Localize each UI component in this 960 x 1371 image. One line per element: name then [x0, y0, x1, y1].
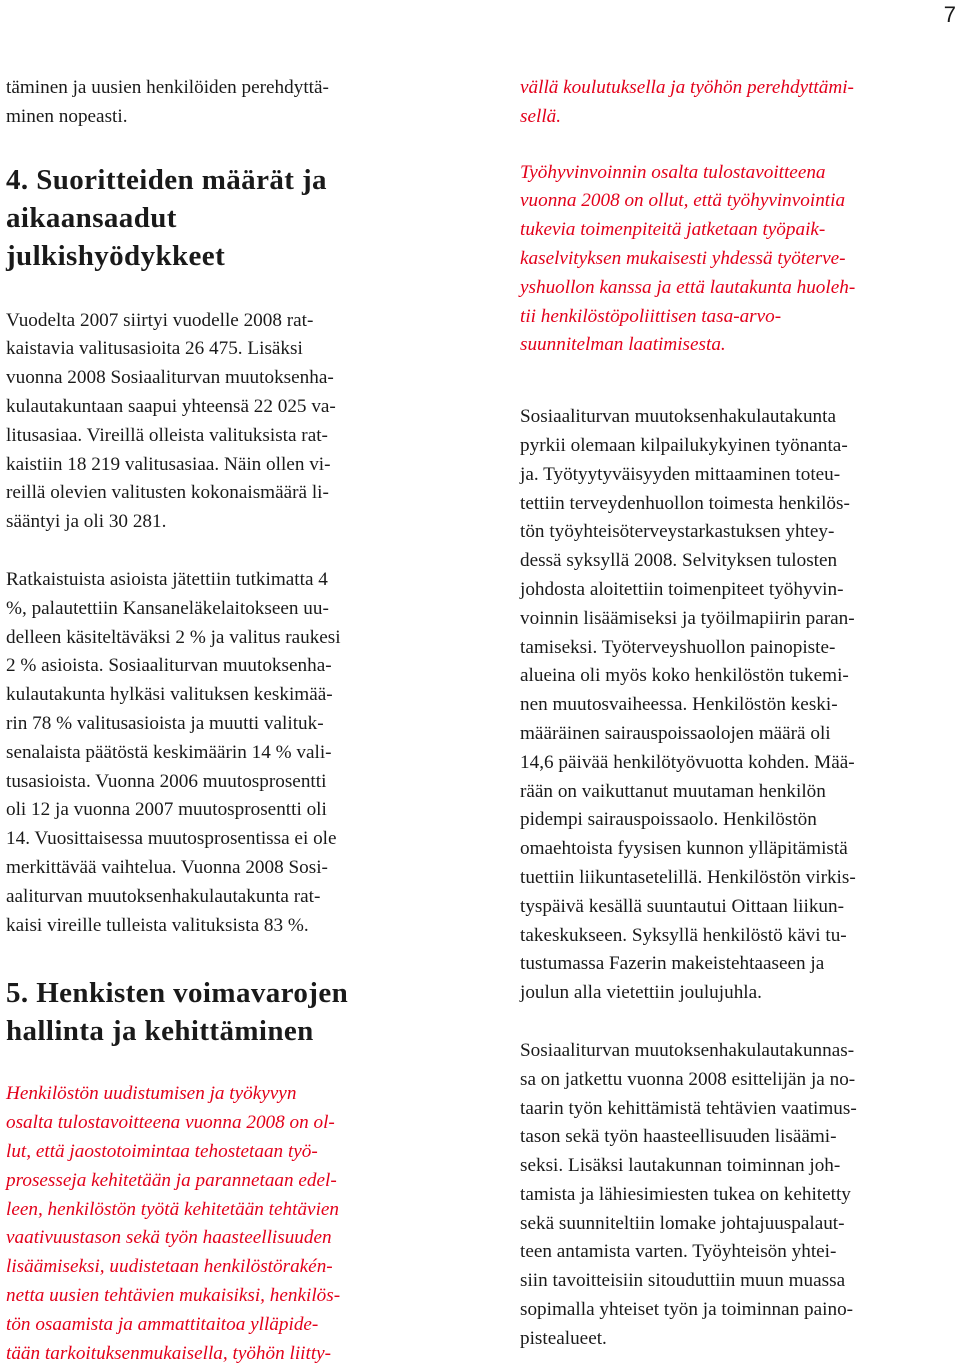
intro-paragraph: täminen ja uusien henkilöiden perehdyttä- minen nopeasti.	[6, 77, 329, 127]
wellbeing-goal-paragraph: Työhyvinvoinnin osalta tulostavoitteena vuonna 2008 on ollut, että työhyvinvointia tukevia toimenpiteitä jatketaan työpaik- kaselvityksen mukaisesti yhdessä työterve- yshuollon kanssa ja että lautakunta huoleh- tii henkilöstöpoliittisen tasa-arvo- suunnitelman laatimisesta.	[520, 161, 856, 356]
left-column	[6, 74, 454, 1368]
section-4-heading: 4. Suoritteiden määrät ja aikaansaadut julkishyödykkeet	[6, 163, 327, 272]
section-5-goal-continuation: vällä koulutuksella ja työhön perehdyttämi- sellä.	[520, 77, 854, 127]
section-4-paragraph-2: Ratkaistuista asioista jätettiin tutkimatta 4 %, palautettiin Kansaneläkelaitokseen uu- delleen käsiteltäväksi 2 % ja valitus raukesi 2 % asioista. Sosiaaliturvan muutoksenha- kulautakunta hylkäsi valituksen keskimää- rin 78 % valitusasioista ja muutti valituk- senalaista päätöstä keskimäärin 14 % vali- tusasioista. Vuonna 2006 muutosprosentti oli 12 ja vuonna 2007 muutosprosentti oli 14. Vuosittaisessa muutosprosentissa ei ole merkittävää vaihtelua. Vuonna 2008 Sosi- aaliturvan muutoksenhakulautakunta rat- kaisi vireille tulleista valituksista 83 %.	[6, 568, 341, 936]
page-number: 7	[943, 2, 956, 27]
section-5-goal-paragraph: Henkilöstön uudistumisen ja työkyvyn osalta tulostavoitteena vuonna 2008 on ol- lut, että jaostotoimintaa tehostetaan työ- prosesseja kehitetään ja parannetaan edel- leen, henkilöstön työtä kehitetään tehtävien vaativuustason sekä työn haasteellisuuden lisäämiseksi, uudistetaan henkilöstörakén- netta uusien tehtävien mukaisiksi, henkilös- tön osaamista ja ammattitaitoa ylläpide- tään tarkoituksenmukaisella, työhön liitty-	[6, 1083, 341, 1364]
right-column	[520, 74, 956, 1354]
section-5-heading: 5. Henkisten voimavarojen hallinta ja kehittäminen	[6, 977, 349, 1048]
development-paragraph: Sosiaaliturvan muutoksenhakulautakunnas- sa on jatkettu vuonna 2008 esittelijän ja no- taarin työn kehittämistä tehtävien vaatimus- tason sekä työn haasteellisuuden lisäämi- seksi. Lisäksi lautakunnan toiminnan joh- tamista ja lähiesimiesten tukea on kehitetty sekä suunniteltiin lomake johtajuuspalaut- teen antamista varten. Työyhteisön yhtei- siin tavoitteisiin sitouduttiin muun muassa sopimalla yhteiset työn ja toiminnan paino- pistealueet.	[520, 1039, 857, 1349]
employer-paragraph: Sosiaaliturvan muutoksenhakulautakunta pyrkii olemaan kilpailukykyinen työnanta- ja. Työtyytyväisyyden mittaaminen toteu- tettiin terveydenhuollon toimesta henkilös- tön työyhteisöterveystarkastuksen yhtey- dessä syksyllä 2008. Selvityksen tulosten johdosta aloitettiin toimenpiteet työhyvin- voinnin lisäämiseksi ja työilmapiirin paran- tamiseksi. Työterveyshuollon painopiste- alueina oli myös koko henkilöstön tukemi- nen muutosvaiheessa. Henkilöstön keski- määräinen sairauspoissaolojen määrä oli 14,6 päivää henkilötyövuotta kohden. Mää- rään on vaikuttanut muutaman henkilön pidempi sairauspoissaolo. Henkilöstön omaehtoista fyysisen kunnon ylläpitämistä tuettiin liikuntasetelillä. Henkilöstön virkis- tyspäivä kesällä suuntautui Oittaan liikun- takeskukseen. Syksyllä henkilöstö kävi tu- tustumassa Fazerin makeistehtaaseen ja joulun alla vietettiin joulujuhla.	[520, 406, 856, 1004]
section-4-paragraph-1: Vuodelta 2007 siirtyi vuodelle 2008 rat- kaistavia valitusasioita 26 475. Lisäksi vuonna 2008 Sosiaaliturvan muutoksenha- kulautakuntaan saapui yhteensä 22 025 va- litusasiaa. Vireillä olleista valituksista rat- kaistiin 18 219 valitusasiaa. Näin ollen vi- reillä olevien valitusten kokonaismäärä li- sääntyi ja oli 30 281.	[6, 309, 336, 533]
